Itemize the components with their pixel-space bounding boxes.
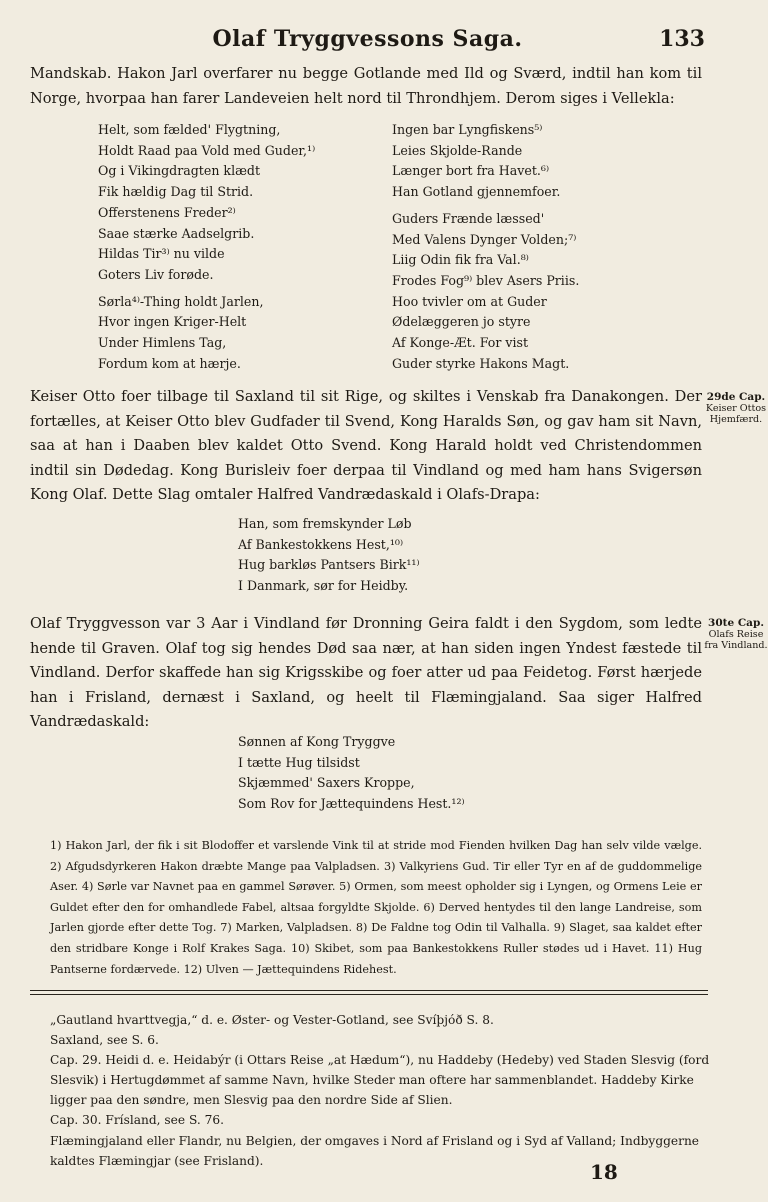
page-number: 133 [659,26,705,52]
divider-rule [30,994,708,995]
verse-3 [238,732,465,815]
verse-1-left [98,120,315,374]
glossary-entry: Cap. 30. Frísland, see S. 76. [50,1113,224,1128]
glossary-entry: Cap. 29. Heidi d. e. Heidabýr (i Ottars Reise „at Hædum“), nu Haddeby (Hedeby) ved Staden Slesvig (ford Slesvik) i Hertugdømmet af samme Navn, hvilke Steder man oftere har sammenblandet. Haddeby Kirke ligger paa den søndre, men Slesvig paa den nordre Side af Slien. [50,1053,710,1108]
glossary-entry: Saxland, see S. 6. [50,1033,159,1048]
glossary-entry: Flæmingjaland eller Flandr, nu Belgien, der omgaves i Nord af Frisland og i Syd af Valland; Indbyggerne kaldtes Flæmingjar (see Frisland). [50,1133,700,1168]
paragraph-emperor-otto: Keiser Otto foer tilbage til Saxland til sit Rige, og skiltes i Venskab fra Danakongen. Der fortælles, at Keiser Otto blev Gudfader til Svend, Kong Haralds Søn, og gav ham sit Navn, saa at han i Daaben blev kaldet Otto Svend. Kong Harald holdt ved Christendommen indtil sin Dødedag. Kong Burisleiv foer derpaa til Vindland og med ham hans Svigersøn Kong Olaf. Dette Slag omtaler Halfred Vandrædaskald i Olafs-Drapa: [30,388,702,503]
margin-cap-text: Keiser Ottos Hjemfærd. [705,403,767,425]
margin-note-cap-30 [704,618,768,651]
verse-line: Saae stærke Aadselgrib. [98,225,255,241]
verse-line: Hug barkløs Pantsers Birk¹¹⁾ [238,557,420,573]
margin-cap-text: Olafs Reise fra Vindland. [704,629,768,651]
page-title: Olaf Tryggvessons Saga. [212,26,523,52]
intro-paragraph: Mandskab. Hakon Jarl overfarer nu begge Gotlande med Ild og Sværd, indtil han kom til Norge, hvorpaa han farer Landeveien helt nord til Throndhjem. Derom siges i Vellekla: [30,65,702,107]
divider-rule [30,990,708,991]
verse-line: Guder styrke Hakons Magt. [392,355,570,371]
paragraph-olaf-vindland: Olaf Tryggvesson var 3 Aar i Vindland før Dronning Geira faldt i den Sygdom, som ledte hende til Graven. Olaf tog sig hendes Død saa nær, at han siden ingen Yndest fæstede til Vindland. Derfor skaffede han sig Krigsskibe og foer atter ud paa Feidetog. Først hærjede han i Frisland, dernæst i Saxland, og heelt til Flæmingjaland. Saa siger Halfred Vandrædaskald: [30,615,702,730]
verse-line: Af Konge-Æt. For vist [392,335,529,351]
verse-line: Han, som fremskynder Løb [238,516,412,531]
verse-line: Holdt Raad paa Vold med Guder,¹⁾ [98,142,316,158]
verse-line: Guders Frænde læssed' [392,210,545,226]
verse-line: Hvor ingen Kriger-Helt [98,314,247,330]
footnotes: 1) Hakon Jarl, der fik i sit Blodoffer et varslende Vink til at stride mod Fienden hvilken Dag han selv vilde vælge. 2) Afgudsdyrkeren Hakon dræbte Mange paa Valpladsen. 3) Valkyriens Gud. Tir eller Tyr en af de guddommelige Aser. 4) Sørle var Navnet paa en gammel Sørøver. 5) Ormen, som meest opholder sig i Lyngen, og Ormens Leie er Guldet efter den for omhandlede Fabel, altsaa forgyldte Skjolde. 6) Derved hentydes til den lange Landreise, som Jarlen gjorde efter dette Tog. 7) Marken, Valpladsen. 8) De Faldne tog Odin til Valhalla. 9) Slaget, saa kaldet efter den stridbare Konge i Rolf Krakes Saga. 10) Skibet, som paa Bankestokkens Ruller stødes ud i Havet. 11) Hug Pantserne fordærvede. 12) Ulven — Jættequindens Ridehest. [50,839,702,976]
verse-line: Liig Odin fik fra Val.⁸⁾ [392,252,529,268]
verse-line: Offerstenens Freder²⁾ [98,204,236,220]
verse-line: Goters Liv forøde. [98,266,214,282]
verse-line: Helt, som fælded' Flygtning, [98,122,281,137]
verse-line: Som Rov for Jættequindens Hest.¹²⁾ [238,796,465,812]
verse-line: Fordum kom at hærje. [98,355,241,371]
verse-2 [238,514,420,597]
margin-cap-label: 29de Cap. [706,391,766,403]
verse-line: I tætte Hug tilsidst [238,754,360,770]
verse-line: Og i Vikingdragten klædt [98,163,261,179]
verse-line: Leies Skjolde-Rande [392,142,523,158]
verse-line: Med Valens Dynger Volden;⁷⁾ [392,231,577,247]
running-header [30,26,705,56]
glossary-entry: „Gautland hvarttvegja,“ d. e. Øster- og Vester-Gotland, see Svíþjóð S. 8. [50,1013,494,1027]
verse-line: Sønnen af Kong Tryggve [238,734,396,749]
verse-line: Skjæmmed' Saxers Kroppe, [238,775,415,791]
verse-line: Ødelæggeren jo styre [392,314,531,330]
verse-line: Længer bort fra Havet.⁶⁾ [392,163,550,179]
margin-cap-label: 30te Cap. [708,617,764,629]
margin-note-cap-29 [704,392,768,425]
verse-line: Fik hældig Dag til Strid. [98,184,254,200]
verse-1-right [392,120,579,374]
verse-line: Under Himlens Tag, [98,335,227,351]
sheet-signature: 18 [590,1160,618,1184]
verse-line: Hildas Tir³⁾ nu vilde [98,246,225,262]
verse-line: Af Bankestokkens Hest,¹⁰⁾ [238,536,404,552]
verse-line: Hoo tvivler om at Guder [392,293,547,309]
verse-line: Frodes Fog⁹⁾ blev Asers Priis. [392,272,580,288]
verse-line: Han Gotland gjennemfoer. [392,184,561,200]
glossary-notes [50,1010,710,1171]
verse-line: Ingen bar Lyngfiskens⁵⁾ [392,122,543,137]
verse-line: I Danmark, sør for Heidby. [238,578,409,594]
verse-line: Sørla⁴⁾-Thing holdt Jarlen, [98,293,264,309]
